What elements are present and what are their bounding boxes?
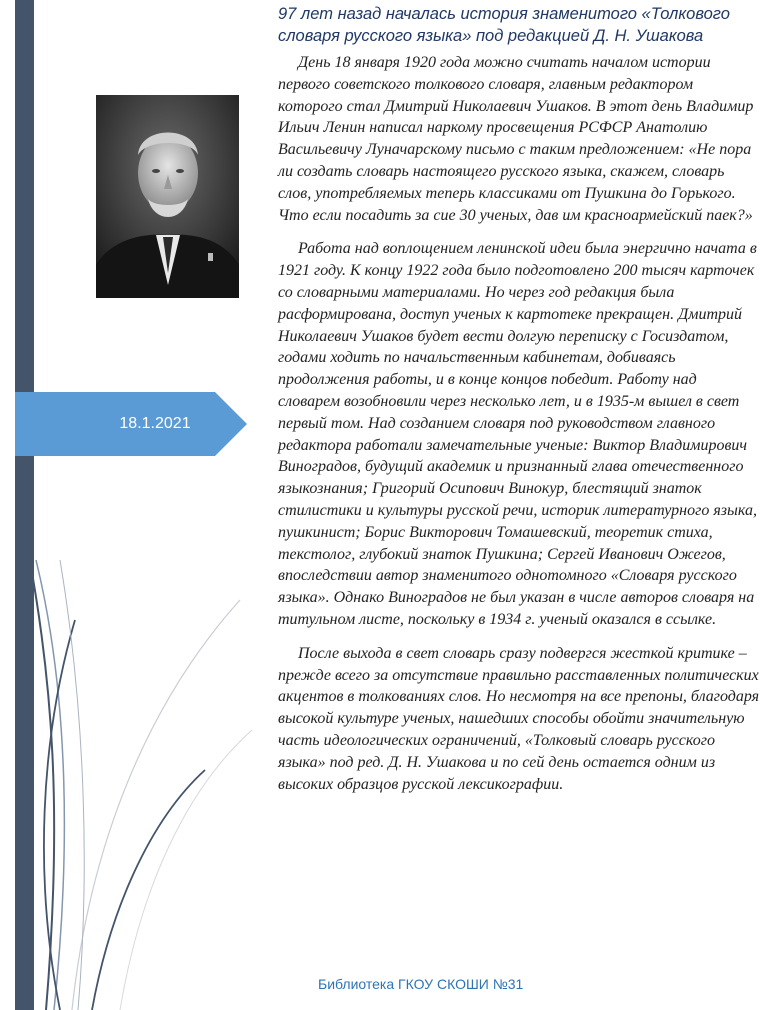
article-paragraph: После выхода в свет словарь сразу подвергся жесткой критике – прежде всего за отсутствие правильно расставленных политических акцентов в толкованиях слов. Но несмотря на все препоны, благодаря высокой культуре ученых, нашедших способы обойти значительную часть идеологических ограничений, «Толковый словарь русского языка» под ред. Д. Н. Ушакова и по сей день остается одним из высоких образцов русской лексикографии. <box>278 644 760 793</box>
date-banner <box>15 392 247 456</box>
footer-library: Библиотека ГКОУ СКОШИ №31 <box>318 976 524 992</box>
article-title: 97 лет назад началась история знаменитого «Толкового словаря русского языка» под редакцией Д. Н. Ушакова <box>278 5 730 45</box>
article-body <box>278 52 760 807</box>
date-text: 18.1.2021 <box>119 415 191 432</box>
decorative-swirl <box>0 560 260 1010</box>
article-paragraph: Работа над воплощением ленинской идеи была энергично начата в 1921 году. К концу 1922 года было подготовлено 200 тысяч карточек со словарными материалами. Но через год редакция была расформирована, доступ ученых к картотеке прекращен. Дмитрий Николаевич Ушаков будет вести долгую переписку с Госиздатом, годами ходить по начальственным кабинетам, добиваясь продолжения работы, и в конце концов победит. Работу над словарем возобновили через несколько лет, и в 1935-м вышел в свет первый том. Над созданием словаря под руководством главного редактора работали замечательные ученые: Виктор Владимирович Виноградов, будущий академик и признанный глава отечественного языкознания; Григорий Осипович Винокур, блестящий знаток стилистики и культуры русской речи, историк литературного языка, пушкинист; Борис Викторович Томашевский, теоретик стиха, текстолог, глубокий знаток Пушкина; Сергей Иванович Ожегов, впоследствии автор знаменитого однотомного «Словаря русского языка». Однако Виноградов не был указан в числе авторов словаря на титульном листе, поскольку в 1934 г. ученый оказался в ссылке. <box>278 240 757 628</box>
article-paragraph: День 18 января 1920 года можно считать началом истории первого советского толкового словаря, главным редактором которого стал Дмитрий Николаевич Ушаков. В этот день Владимир Ильич Ленин написал наркому просвещения РСФСР Анатолию Васильевичу Луначарскому письмо с таким предложением: «Не пора ли создать словарь настоящего русского языка, скажем, словарь слов, употребляемых теперь классиками от Пушкина до Горького. Что если посадить за сие 30 ученых, дав им красноармейский паек?» <box>278 54 754 224</box>
portrait-photo <box>96 95 239 298</box>
